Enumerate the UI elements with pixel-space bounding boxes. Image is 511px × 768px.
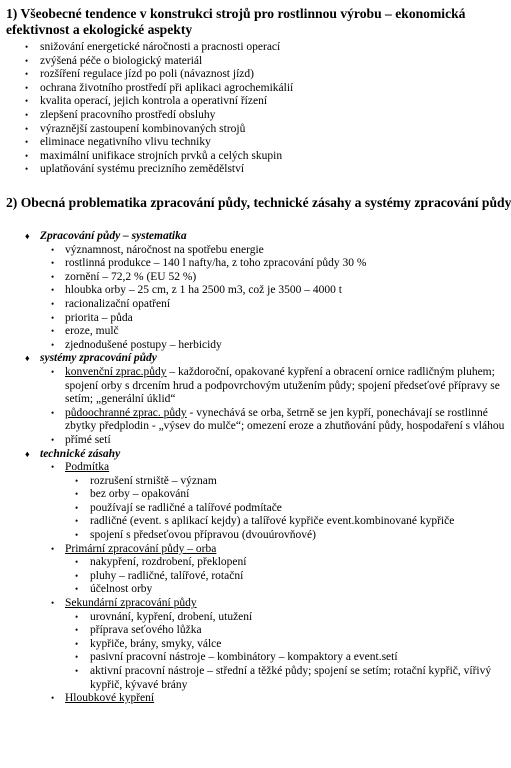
- bullet-icon: •: [75, 652, 79, 663]
- list-item: • priorita – půda: [51, 311, 133, 324]
- list-item: • spojení s předseťovou přípravou (dvouúrovňové): [75, 529, 316, 542]
- list-item: • hloubka orby – 25 cm, z 1 ha 2500 m3, což je 3500 – 4000 t: [51, 284, 342, 297]
- group-technicke-zasahy: [0, 448, 505, 706]
- subgroup-primarni: [40, 543, 505, 597]
- list-item: • eroze, mulč: [51, 325, 119, 338]
- group-title: technické zásahy: [40, 447, 121, 460]
- bullet-icon: •: [25, 69, 29, 80]
- bullet-icon: •: [75, 516, 79, 527]
- list-item: • rostlinná produkce – 140 l nafty/ha, z toho zpracování půdy 30 %: [51, 257, 367, 270]
- bullet-icon: •: [75, 611, 79, 622]
- list-item: • uplatňování systému precizního zemědělství: [25, 163, 245, 176]
- bullet-icon: •: [51, 543, 55, 554]
- list-item: • rozrušení strniště – význam: [75, 474, 217, 487]
- list-item: • rozšíření regulace jízd po poli (návaznost jízd): [25, 68, 254, 81]
- bullet-icon: •: [75, 475, 79, 486]
- list-item: • bez orby – opakování: [75, 488, 190, 501]
- bullet-icon: •: [25, 55, 29, 66]
- bullet-icon: •: [51, 271, 55, 282]
- bullet-icon: •: [51, 434, 55, 445]
- list-item: • snižování energetické náročnosti a pracnosti operací: [25, 41, 281, 53]
- bullet-icon: ♦: [25, 231, 30, 241]
- bullet-icon: •: [51, 312, 55, 323]
- list-item: • výraznější zastoupení kombinovaných strojů: [25, 122, 246, 135]
- podmitka-list: [65, 475, 505, 543]
- list-item: • racionalizační opatření: [51, 297, 171, 310]
- subgroup-title: Primární zpracování půdy – orba: [65, 542, 217, 555]
- bullet-icon: •: [75, 638, 79, 649]
- bullet-icon: •: [25, 82, 29, 93]
- list-item: • zjednodušené postupy – herbicidy: [51, 338, 222, 351]
- list-item: • zlepšení pracovního prostředí obsluhy: [25, 108, 216, 121]
- list-item: • půdoochranné zprac. půdy - vynechává se orba, šetrně se jen kypří, ponechávají se rostlinné zbytky předplodin - „výsev do mulče“; omezení eroze a zhutňování půdy, hospodaření s vláhou: [51, 406, 505, 433]
- list-item: • kypřiče, brány, smyky, válce: [75, 637, 222, 650]
- bullet-icon: •: [25, 109, 29, 120]
- item-title: konvenční zprac.půdy: [65, 365, 167, 378]
- bullet-icon: •: [51, 339, 55, 350]
- list-item: • používají se radličné a talířové podmítače: [75, 501, 282, 514]
- item-title: půdoochranné zprac. půdy: [65, 406, 187, 419]
- list-item: • zvýšená péče o biologický materiál: [25, 54, 203, 67]
- bullet-icon: ♦: [25, 353, 30, 364]
- list-item: • přímé setí: [51, 433, 111, 446]
- bullet-icon: •: [51, 462, 55, 473]
- subgroup-title: Podmítka: [65, 461, 110, 474]
- bullet-icon: •: [25, 123, 29, 134]
- group-systematika: [0, 230, 505, 352]
- bullet-icon: •: [75, 584, 79, 595]
- list-item: • pasivní pracovní nástroje – kombinátory – kompaktory a event.setí: [75, 651, 398, 664]
- systemy-list: [40, 366, 505, 448]
- bullet-icon: •: [75, 666, 79, 676]
- bullet-icon: •: [75, 502, 79, 513]
- bullet-icon: •: [51, 598, 55, 609]
- list-item: • urovnání, kypření, drobení, utužení: [75, 610, 253, 623]
- bullet-icon: •: [75, 570, 79, 581]
- primarni-list: [65, 556, 505, 597]
- bullet-icon: •: [25, 164, 29, 175]
- subgroup-title: Hloubkové kypření: [65, 692, 155, 705]
- list-item: • aktivní pracovní nástroje – střední a těžké půdy; spojení se setím; rotační kypřič, vířivý kypřič, kývavé brány: [75, 665, 492, 691]
- bullet-icon: •: [75, 557, 79, 568]
- list-item: • účelnost orby: [75, 583, 153, 596]
- group-title: systémy zpracování půdy: [40, 352, 157, 365]
- list-item: • nakypření, rozdrobení, překlopení: [75, 556, 247, 569]
- bullet-icon: •: [51, 326, 55, 337]
- bullet-icon: ♦: [25, 448, 30, 459]
- bullet-icon: •: [25, 137, 29, 148]
- bullet-icon: •: [51, 407, 55, 418]
- bullet-icon: •: [51, 693, 55, 704]
- bullet-icon: •: [51, 366, 55, 377]
- bullet-icon: •: [51, 285, 55, 296]
- bullet-icon: •: [25, 42, 29, 52]
- bullet-icon: •: [25, 150, 29, 161]
- sekundarni-list: [65, 611, 505, 693]
- subgroup-podmitka: [40, 461, 505, 543]
- section2-tree: [0, 230, 505, 706]
- bullet-icon: •: [51, 244, 55, 255]
- group-systemy: [0, 352, 505, 447]
- bullet-icon: •: [75, 625, 79, 636]
- list-item: • kvalita operací, jejich kontrola a operativní řízení: [25, 95, 268, 108]
- list-item: • konvenční zprac.půdy – každoroční, opakované kypření a obracení ornice radličným pluhem; spojení orby s drcením hrud a podpovrchovým utužením půdy; spojení předseťové přípravy se setím; „generální úklid“: [51, 365, 500, 406]
- section2-heading: 2) Obecná problematika zpracování půdy, technické zásahy a systémy zpracování půdy: [6, 195, 511, 210]
- zasahy-list: [40, 461, 505, 706]
- list-item: • příprava seťového lůžka: [75, 624, 202, 637]
- bullet-icon: •: [51, 298, 55, 309]
- bullet-icon: •: [75, 530, 79, 541]
- subgroup-sekundarni: [40, 597, 505, 692]
- systematika-list: [40, 244, 505, 353]
- bullet-icon: •: [25, 96, 29, 107]
- group-title: Zpracování půdy – systematika: [40, 230, 187, 242]
- list-item: • maximální unifikace strojních prvků a celých skupin: [25, 149, 283, 162]
- subgroup-hloubkove: [40, 692, 505, 706]
- section1-list: [0, 41, 511, 177]
- bullet-icon: •: [51, 258, 55, 269]
- bullet-icon: •: [75, 489, 79, 500]
- list-item: • pluhy – radličné, talířové, rotační: [75, 569, 244, 582]
- list-item: • radličné (event. s aplikací kejdy) a talířové kypřiče event.kombinované kypřiče: [75, 515, 455, 528]
- list-item: • eliminace negativního vlivu techniky: [25, 136, 211, 149]
- list-item: • zornění – 72,2 % (EU 52 %): [51, 270, 197, 283]
- section1-heading: 1) Všeobecné tendence v konstrukci strojů pro rostlinnou výrobu – ekonomická efektivnost a ekologické aspekty: [6, 6, 466, 37]
- list-item: • ochrana životního prostředí při aplikaci agrochemikálií: [25, 81, 294, 94]
- subgroup-title: Sekundární zpracování půdy: [65, 597, 197, 610]
- list-item: • významnost, náročnost na spotřebu energie: [51, 243, 264, 256]
